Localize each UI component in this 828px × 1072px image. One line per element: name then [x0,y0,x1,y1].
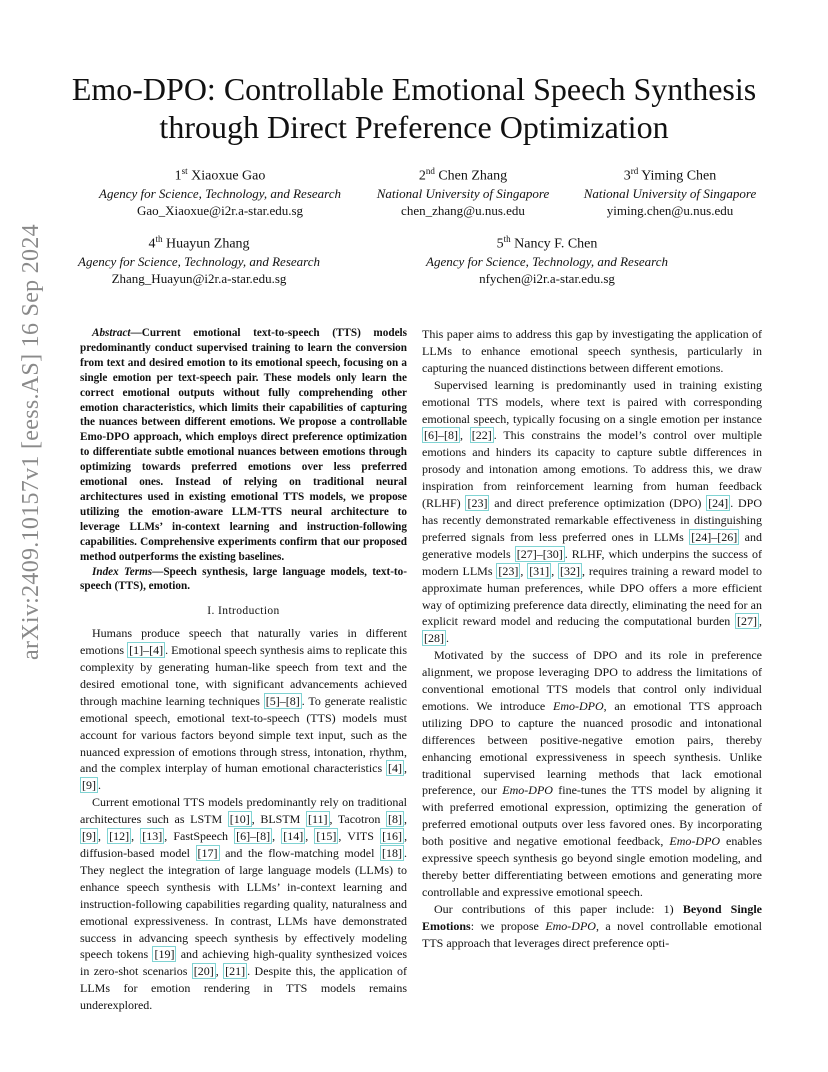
arxiv-identifier: arXiv:2409.10157v1 [eess.AS] 16 Sep 2024 [18,224,44,660]
author-3: 3rd Yiming Chen National University of Singapore yiming.chen@u.nus.edu [572,163,768,219]
author-affiliation: Agency for Science, Technology, and Research [78,253,320,269]
author-name: Huayun Zhang [165,236,250,252]
author-4: 4th Huayun Zhang Agency for Science, Technology, and Research Zhang_Huayun@i2r.a-star.edu.sg [64,231,334,287]
author-email[interactable]: Zhang_Huayun@i2r.a-star.edu.sg [111,270,287,286]
intro-paragraph-1: Humans produce speech that naturally varies in different emotions [1]–[4] . Emotional speech synthesis aims to replicate this complexity by generating human-like speech from text and the desired emotional tone, with significant advancements achieved through machine learning techniques [5]–[8] . To generate realistic emotional speech, emotional text-to-speech (TTS) models must account for various factors beyond simple text input, such as the nuanced expression of emotions through stress, intonation, rhythm, and the complex interplay of human emotional characteristics [4] , [9] . [80,626,408,793]
author-affiliation: National University of Singapore [376,185,550,201]
citation-link[interactable]: [8] [388,812,402,827]
citation-link[interactable]: [4] [388,761,402,776]
author-name: Xiaoxue Gao [191,168,266,184]
author-affiliation: Agency for Science, Technology, and Research [426,253,668,269]
method-name: Emo-DPO [553,698,604,713]
method-name: Emo-DPO [502,783,553,798]
citation-link[interactable]: [9] [82,778,96,793]
citation-link[interactable]: [24]–[26] [691,529,738,544]
citation-link[interactable]: [27] [737,614,757,629]
citation-link[interactable]: [11] [307,812,328,827]
citation-link[interactable]: [1]–[4] [129,643,164,658]
contribution-heading: Beyond Single Emotions [422,901,762,933]
citation-link[interactable]: [10] [229,812,250,827]
author-name: Yiming Chen [641,168,717,184]
author-name: Nancy F. Chen [514,236,598,252]
author-email[interactable]: Gao_Xiaoxue@i2r.a-star.edu.sg [136,202,304,218]
abstract: Abstract—Current emotional text-to-speech (TTS) models predominantly conduct supervised training to learn the conversion from text and desired emotion to its emotional speech, focusing on a single emotion per text-speech pair. These models only learn the correct emotional outputs without fully comprehending other emotion characteristics, which limits their capabilities of capturing the nuances between different emotions. We propose a controllable Emo-DPO approach, which employs direct preference optimization to differentiate subtle emotional nuances between emotions through optimizing towards preferred emotions over less preferred emotional ones. Instead of relying on traditional neural architectures used in existing emotional TTS models, we propose utilizing the emotion-aware LLM-TTS neural architecture to leverage LLMs’ in-context learning and instruction-following capabilities. Comprehensive experiments confirm that our proposed method outperforms the existing baselines. [80,327,407,563]
citation-link[interactable]: [20] [193,964,214,979]
author-affiliation: Agency for Science, Technology, and Research [99,185,341,201]
author-email[interactable]: chen_zhang@u.nus.edu [401,202,525,218]
author-email[interactable]: nfychen@i2r.a-star.edu.sg [479,270,615,286]
intro-paragraph-6: Our contributions of this paper include: 1) Beyond Single Emotions: we propose Emo-DPO, a novel controllable emotional TTS approach that leverages direct preference opti- [422,901,762,950]
citation-link[interactable]: [17] [197,846,218,860]
author-1: 1st Xiaoxue Gao Agency for Science, Technology, and Research Gao_Xiaoxue@i2r.a-star.edu.sg [85,163,355,219]
citation-link[interactable]: [9] [82,829,96,844]
author-affiliation: National University of Singapore [583,185,757,201]
intro-paragraph-2: Current emotional TTS models predominantly rely on traditional architectures such as LSTM [10] , BLSTM [11] , Tacotron [8] , [9] , [12] , [13] , FastSpeech [6]–[8] , [14] , [15] , VITS [16] , diffusion-based model [17] and the flow-matching model [18] . They neglect the integration of large language models (LLMs) to enhance speech synthesis with LLMs’ in-context learning and instruction-following capabilities regarding quality, naturalness and emotional expressiveness. In contrast, LLMs have demonstrated success in advancing speech synthesis by effectively modeling speech tokens [19] and achieving high-quality synthesized voices in zero-shot scenarios [20] , [21] . Despite this, the application of LLMs for emotion rendering in TTS models remains underexplored. [80,795,408,1013]
citation-link[interactable]: [27]–[30] [516,546,563,561]
citation-link[interactable]: [19] [154,947,175,962]
citation-link[interactable]: [13] [142,829,163,844]
citation-link[interactable]: [23] [498,563,519,578]
citation-link[interactable]: [32] [560,563,581,578]
citation-link[interactable]: [14] [283,829,304,844]
intro-paragraph-4: Supervised learning is predominantly used in training existing emotional TTS models, where text is paired with corresponding emotional speech, typically focusing on a single emotion per instance [6]–[8] , [22] . This constrains the model’s control over multiple emotions and hinders its capacity to capture subtle differences in prosody and intonation among emotions. To address this, we draw inspiration from reinforcement learning from human feedback (RLHF) [23] and direct preference optimization (DPO) [24] . DPO has recently demonstrated remarkable effectiveness in distinguishing preferred signals from less preferred ones in LLMs [24]–[26] and generative models [27]–[30] . RLHF, which underpins the success of modern LLMs [23] , [31] , [32] , requires training a reward model to approximate human preferences, while DPO offers a more efficient way of optimizing preference data directly, eliminating the need for an explicit reward model and reducing the computational burden [27] , [28] . [422,377,763,646]
right-column [422,326,762,952]
author-email[interactable]: yiming.chen@u.nus.edu [606,202,734,218]
citation-link[interactable]: [6]–[8] [424,428,458,443]
section-heading-introduction: I. Introduction [207,605,280,618]
citation-link[interactable]: [22] [471,428,492,443]
citation-link[interactable]: [28] [424,631,444,646]
citation-link[interactable]: [6]–[8] [236,829,271,844]
author-2: 2nd Chen Zhang National University of Singapore chen_zhang@u.nus.edu [368,163,558,219]
method-name: Emo-DPO [545,918,596,933]
citation-link[interactable]: [21] [225,964,246,979]
citation-link[interactable]: [5]–[8] [265,693,300,708]
citation-link[interactable]: [23] [467,496,488,511]
citation-link[interactable]: [18] [381,846,402,860]
intro-paragraph-3: This paper aims to address this gap by investigating the application of LLMs to enhance emotional speech synthesis, particularly in capturing the nuanced distinctions between different emotions. [422,327,762,375]
citation-link[interactable]: [24] [708,496,729,511]
paper-title: Emo-DPO: Controllable Emotional Speech Synthesis through Direct Preference Optimization [71,71,757,145]
citation-link[interactable]: [15] [316,829,337,844]
index-terms: Index Terms—Speech synthesis, large language models, text-to-speech (TTS), emotion. [80,565,407,593]
left-column [80,326,407,1014]
author-5: 5th Nancy F. Chen Agency for Science, Technology, and Research nfychen@i2r.a-star.edu.sg [412,231,682,287]
method-name: Emo-DPO [669,834,721,849]
intro-paragraph-5: Motivated by the success of DPO and its role in preference alignment, we propose leveraging DPO to address the limitations of conventional emotional TTS models that control only individual emotions. We introduce Emo-DPO, an emotional TTS approach utilizing DPO to capture the nuanced prosodic and intonational differences between positive-negative emotion pairs, thereby enhancing emotional expressiveness in speech synthesis. Unlike traditional supervised learning methods that lack emotional preference, our Emo-DPO fine-tunes the TTS model by aligning it with preferred emotional expression, optimizing the generation of preferred emotional outputs over less favored ones. By incorporating both positive and negative emotional feedback, Emo-DPO enables expressive speech synthesis go beyond single emotion modeling, and thereby better differentiating between emotions and generating more controllable and expressive emotional speech. [422,648,763,899]
author-name: Chen Zhang [438,168,508,184]
citation-link[interactable]: [31] [529,563,550,578]
citation-link[interactable]: [16] [382,829,403,844]
citation-link[interactable]: [12] [109,829,130,844]
